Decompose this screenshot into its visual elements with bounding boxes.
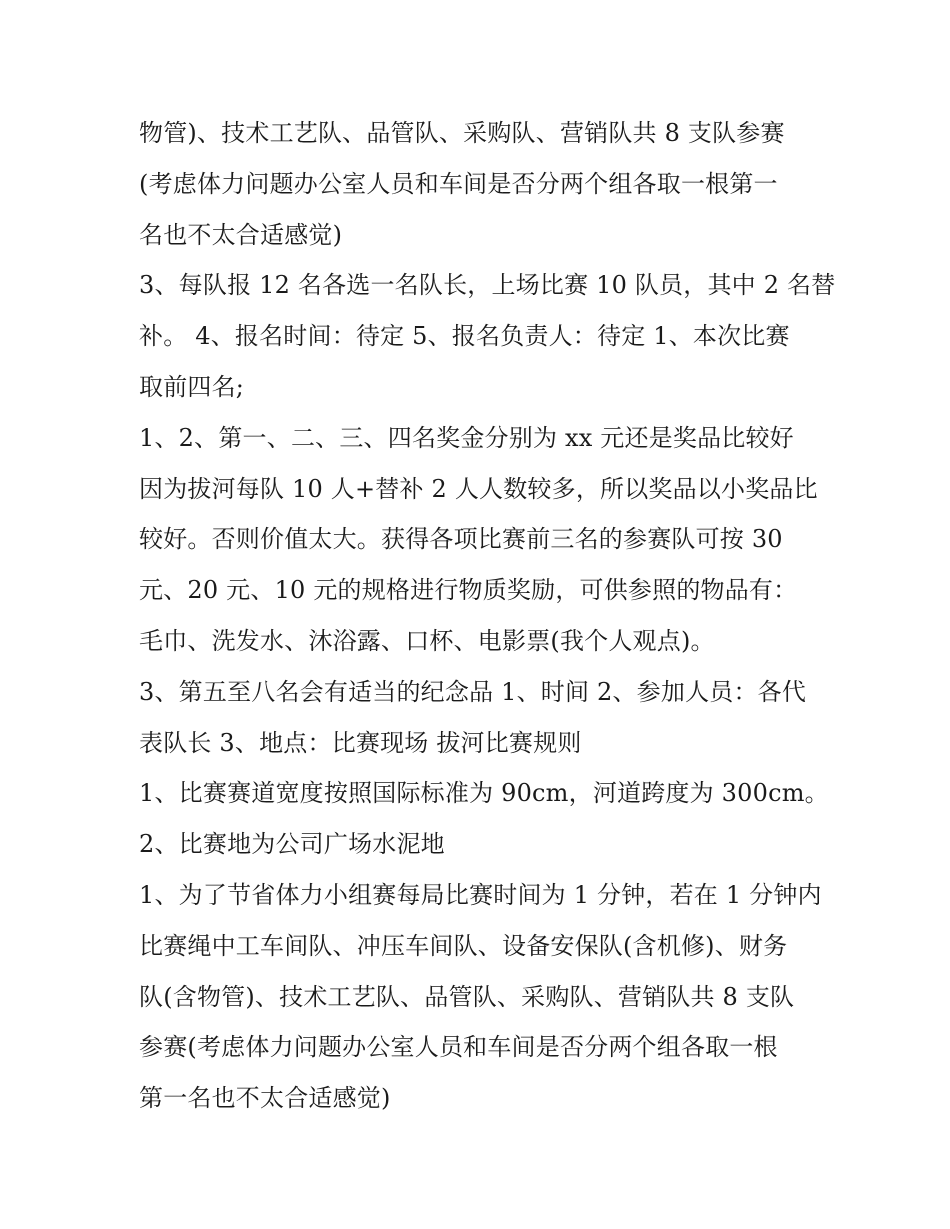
text-line: 队(含物管)、技术工艺队、品管队、采购队、营销队共 8 支队 [139, 982, 795, 1011]
document-body [139, 108, 836, 1124]
text-line: 表队长 3、地点：比赛现场 拔河比赛规则 [139, 728, 582, 757]
text-line: 1、2、第一、二、三、四名奖金分别为 xx 元还是奖品比较好 [139, 423, 794, 452]
text-line: 较好。否则价值太大。获得各项比赛前三名的参赛队可按 30 [139, 525, 783, 554]
text-line: 3、每队报 12 名各选一名队长，上场比赛 10 队员，其中 2 名替 [139, 271, 836, 300]
text-line: 1、为了节省体力小组赛每局比赛时间为 1 分钟，若在 1 分钟内 [139, 880, 822, 909]
text-line: 参赛(考虑体力问题办公室人员和车间是否分两个组各取一根 [139, 1033, 778, 1062]
text-line: 物管)、技术工艺队、品管队、采购队、营销队共 8 支队参赛 [139, 119, 785, 147]
text-line: 第一名也不太合适感觉) [139, 1084, 391, 1113]
text-line: 毛巾、洗发水、沐浴露、口杯、电影票(我个人观点)。 [139, 626, 715, 655]
text-line: 2、比赛地为公司广场水泥地 [139, 830, 445, 859]
text-line: 3、第五至八名会有适当的纪念品 1、时间 2、参加人员：各代 [139, 677, 807, 706]
text-line: 元、20 元、10 元的规格进行物质奖励，可供参照的物品有： [139, 576, 798, 605]
text-line: 名也不太合适感觉) [139, 220, 343, 249]
text-line: 补。 4、报名时间：待定 5、报名负责人：待定 1、本次比赛 [139, 322, 790, 351]
text-line: 因为拔河每队 10 人+替补 2 人人数较多，所以奖品以小奖品比 [139, 474, 818, 503]
text-line: 1、比赛赛道宽度按照国际标准为 90cm，河道跨度为 300cm。 [139, 779, 829, 808]
text-line: (考虑体力问题办公室人员和车间是否分两个组各取一根第一 [139, 169, 778, 198]
text-line: 比赛绳中工车间队、冲压车间队、设备安保队(含机修)、财务 [139, 931, 788, 960]
text-line: 取前四名; [139, 372, 245, 401]
